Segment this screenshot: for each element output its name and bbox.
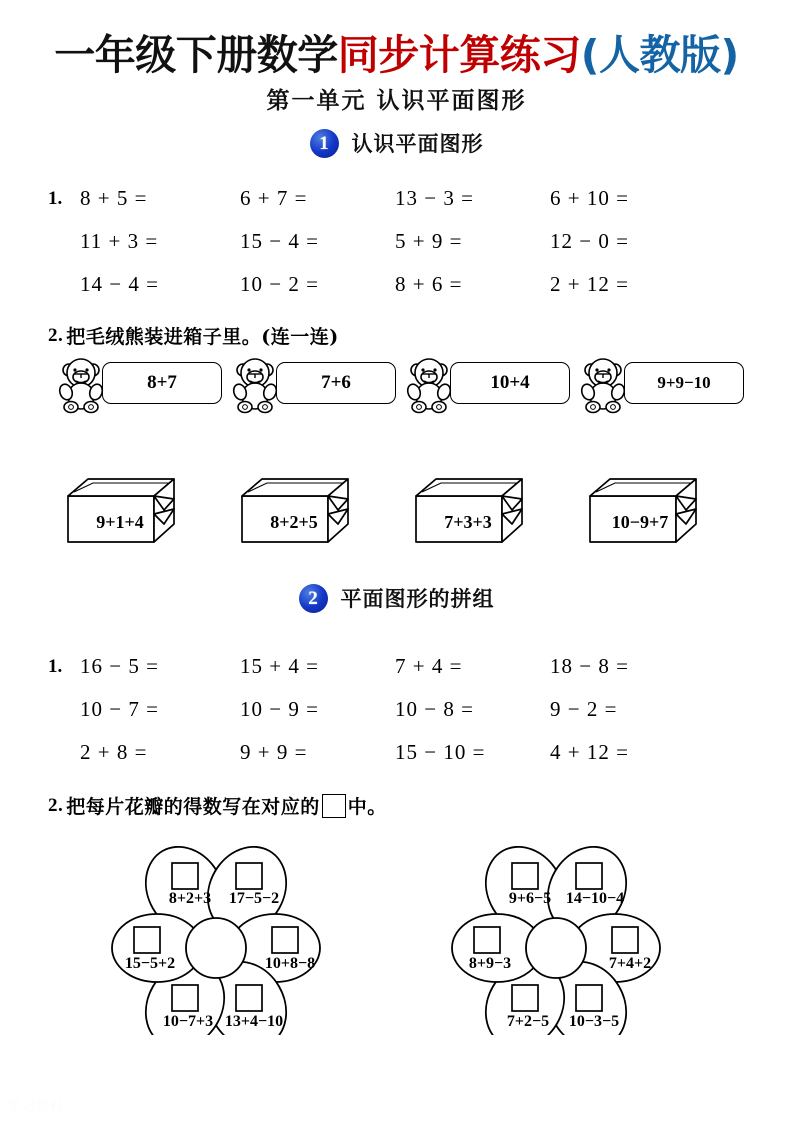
calc-item: 13 − 3 = — [395, 186, 474, 210]
petal-expression[interactable]: 14−10−4 — [565, 890, 625, 907]
petal-expression[interactable]: 15−5+2 — [124, 955, 176, 972]
prompt-text: 把毛绒熊装进箱子里。(连一连) — [66, 326, 339, 348]
section-header-2 — [0, 583, 793, 613]
answer-box-icon — [322, 794, 346, 818]
petal-expression[interactable]: 10−3−5 — [568, 1013, 620, 1030]
bear-row — [0, 356, 793, 418]
calc-item: 8 + 5 = — [80, 186, 148, 210]
flower-diagram — [396, 835, 792, 1035]
question-prompt-bears — [48, 322, 339, 349]
calc-item: 18 − 8 = — [550, 654, 629, 678]
calc-item: 2 + 8 = — [80, 740, 148, 764]
petal-expression[interactable]: 17−5−2 — [228, 890, 280, 907]
petal-expression[interactable]: 9+6−5 — [508, 890, 552, 907]
petal-expression[interactable]: 10−7+3 — [162, 1013, 214, 1030]
carton-item[interactable] — [236, 474, 410, 552]
carton-item[interactable] — [584, 474, 758, 552]
calc-item: 15 − 10 = — [395, 740, 486, 764]
flower-center — [186, 918, 246, 978]
teddy-bear-icon — [580, 356, 632, 414]
teddy-bear-icon — [406, 356, 458, 414]
calc-item: 2 + 12 = — [550, 272, 629, 296]
flower-row — [0, 835, 793, 1035]
title-part-black: 一年级下册数学 — [54, 31, 338, 79]
calc-item: 15 − 4 = — [240, 229, 319, 253]
exercise-number: 2. — [48, 794, 64, 816]
calc-item: 10 − 7 = — [80, 697, 159, 721]
calc-item: 9 − 2 = — [550, 697, 618, 721]
unit-subtitle: 第一单元 认识平面图形 — [266, 87, 527, 114]
carton-expression[interactable]: 9+1+4 — [96, 512, 144, 532]
petal-expression[interactable]: 10+8−8 — [264, 955, 316, 972]
calc-item: 4 + 12 = — [550, 740, 629, 764]
bear-expression-tag[interactable]: 8+7 — [102, 362, 222, 404]
title-part-blue: (人教版) — [580, 31, 739, 79]
bear-item[interactable] — [232, 356, 406, 418]
carton-item[interactable] — [410, 474, 584, 552]
calc-item: 16 − 5 = — [80, 654, 159, 678]
question-prompt-flowers — [48, 792, 387, 819]
calc-item: 14 − 4 = — [80, 272, 159, 296]
petal-expression[interactable]: 7+2−5 — [506, 1013, 550, 1030]
petal-expression[interactable]: 13+4−10 — [224, 1013, 284, 1030]
watermark: 学习资料 — [8, 1099, 65, 1114]
carton-box-icon — [62, 474, 190, 546]
calc-grid-1 — [80, 186, 770, 297]
bear-expression-tag[interactable]: 10+4 — [450, 362, 570, 404]
carton-box-icon — [584, 474, 712, 546]
exercise-number: 1. — [48, 188, 63, 209]
carton-expression[interactable]: 8+2+5 — [270, 512, 318, 532]
page-title — [0, 22, 793, 81]
calc-item: 12 − 0 = — [550, 229, 629, 253]
section-badge-1: 1 — [310, 129, 339, 158]
petal-expression[interactable]: 8+9−3 — [468, 955, 512, 972]
prompt-text-before: 把每片花瓣的得数写在对应的 — [66, 796, 320, 818]
carton-box-icon — [236, 474, 364, 546]
bear-item[interactable] — [580, 356, 754, 418]
section-title-1: 认识平面图形 — [351, 131, 484, 156]
prompt-text-after: 中。 — [347, 796, 387, 818]
flower-diagram — [0, 835, 396, 1035]
petal-expression[interactable]: 7+4+2 — [608, 955, 652, 972]
flower-left — [0, 835, 396, 1035]
calc-item: 10 − 8 = — [395, 697, 474, 721]
calc-grid-2 — [80, 654, 770, 765]
bear-expression-tag[interactable]: 7+6 — [276, 362, 396, 404]
calc-item: 5 + 9 = — [395, 229, 463, 253]
teddy-bear-icon — [232, 356, 284, 414]
calc-item: 9 + 9 = — [240, 740, 308, 764]
calc-item: 10 − 9 = — [240, 697, 319, 721]
section-header-1 — [0, 128, 793, 158]
petal-expression[interactable]: 8+2+3 — [168, 890, 212, 907]
bear-item[interactable] — [58, 356, 232, 418]
calc-item: 10 − 2 = — [240, 272, 319, 296]
calc-item: 6 + 7 = — [240, 186, 308, 210]
calc-item: 6 + 10 = — [550, 186, 629, 210]
section-title-2: 平面图形的拼组 — [340, 586, 495, 611]
bear-item[interactable] — [406, 356, 580, 418]
exercise-number: 2. — [48, 324, 64, 346]
teddy-bear-icon — [58, 356, 110, 414]
carton-expression[interactable]: 7+3+3 — [444, 512, 492, 532]
box-row — [0, 474, 793, 552]
title-part-red: 同步计算练习 — [337, 31, 581, 79]
calc-item: 15 + 4 = — [240, 654, 319, 678]
section-badge-2: 2 — [299, 584, 328, 613]
flower-right — [396, 835, 792, 1035]
carton-item[interactable] — [62, 474, 236, 552]
calc-item: 11 + 3 = — [80, 229, 159, 253]
bear-expression-tag[interactable]: 9+9−10 — [624, 362, 744, 404]
exercise-number: 1. — [48, 656, 63, 677]
calc-item: 8 + 6 = — [395, 272, 463, 296]
flower-center — [526, 918, 586, 978]
carton-expression[interactable]: 10−9+7 — [611, 512, 669, 532]
calc-item: 7 + 4 = — [395, 654, 463, 678]
carton-box-icon — [410, 474, 538, 546]
